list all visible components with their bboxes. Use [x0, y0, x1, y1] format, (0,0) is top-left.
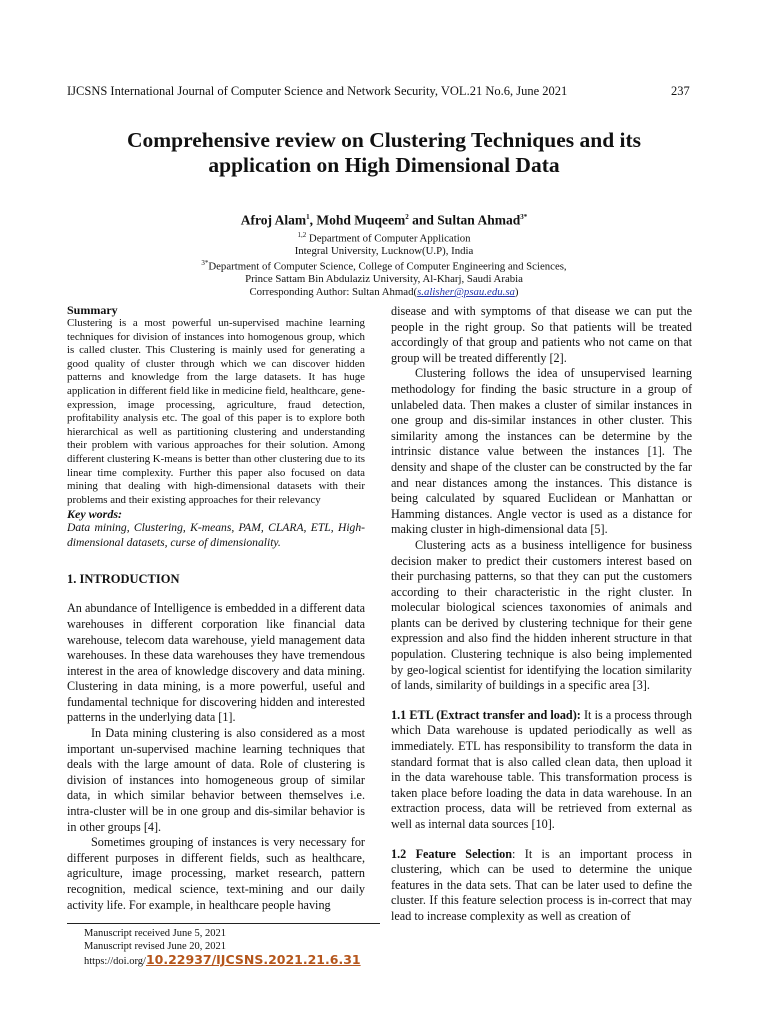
- author-3: and Sultan Ahmad: [408, 212, 521, 228]
- etl-text: It is a process through which Data warehouse is updated periodically as well as immediately. ETL has responsibility to transform the data in standard format that is also called clean data, then upload it in the data warehouse table. This transformation process is taken place before loading the data in data warehouse. In an extraction process, data will be retrieved from external as well as internal data sources [10].: [391, 707, 693, 831]
- affiliation-2b: Prince Sattam Bin Abdulaziz University, Al-Kharj, Saudi Arabia: [245, 273, 523, 286]
- left-column: [67, 303, 365, 968]
- intro-paragraph: Sometimes grouping of instances is very necessary for different purposes in different fields, such as healthcare, agriculture, image processing, market research, pattern recognition, medical science, text-mining and our daily activity life. For example, in healthcare people having: [67, 835, 365, 912]
- keywords-text: Data mining, Clustering, K-means, PAM, CLARA, ETL, High-dimensional datasets, curse of dimensionality.: [67, 521, 365, 549]
- affiliation-2: [60, 257, 708, 273]
- etl-heading: 1.1 ETL (Extract transfer and load):: [391, 707, 581, 722]
- doi-line: [84, 953, 365, 968]
- doi-link[interactable]: 10.22937/IJCSNS.2021.21.6.31: [145, 952, 361, 968]
- aff2-text: Department of Computer Science, College of Computer Engineering and Sciences,: [208, 260, 567, 273]
- author-1: Afroj Alam: [240, 212, 307, 228]
- author-1-sup: 1: [306, 213, 310, 221]
- doi-prefix: https://doi.org/: [84, 956, 146, 968]
- keywords-heading: Key words:: [67, 507, 122, 522]
- corresponding-author: [60, 286, 708, 299]
- title-line-2: application on High Dimensional Data: [208, 153, 560, 177]
- body-paragraph: Clustering follows the idea of unsupervised learning methodology for finding the basic structure in a group of unlabeled data. Then makes a cluster of similar instances in one group and dis-similar instances in other cluster. This similarity among the instances can be determine by the intrinsic distance value between the instances [1]. The density and shape of the cluster can be constructed by the far and near distances among the instances. This distance is being calculated by squared Euclidean or Manhattan or Hamming distances. Angle vector is used as a distance for making cluster in high-dimensional data [5].: [391, 366, 692, 537]
- aff2-sup: 3*: [201, 259, 209, 268]
- feature-selection-heading: 1.2 Feature Selection: [391, 846, 513, 861]
- received-date: Manuscript received June 5, 2021: [84, 928, 227, 940]
- aff1-text: Department of Computer Application: [306, 232, 471, 245]
- author-block: [60, 209, 708, 299]
- right-column: [391, 304, 692, 925]
- title-line-1: Comprehensive review on Clustering Techniques and its: [126, 128, 642, 152]
- revised-date: Manuscript revised June 20, 2021: [84, 941, 227, 953]
- author-2-sup: 2: [405, 213, 409, 221]
- intro-heading: 1. INTRODUCTION: [67, 572, 180, 587]
- author-names: [60, 209, 708, 229]
- intro-paragraph: In Data mining clustering is also considered as a most important un-supervised machine learning techniques that deals with the large amount of data. Role of clustering is division of instances into homogeneous group of similar data, in which similar behavior between themselves i.e. intra-cluster will be in one group and dis-similar behavior is in other groups [4].: [67, 726, 365, 834]
- aff1-sup: 1,2: [297, 230, 307, 239]
- affiliation-1b: Integral University, Lucknow(U.P), India: [294, 244, 474, 257]
- corr-label: Corresponding Author: Sultan Ahmad(: [249, 286, 418, 299]
- email-link[interactable]: s.alisher@psau.edu.sa: [417, 286, 515, 299]
- author-2: , Mohd Muqeem: [309, 212, 406, 228]
- summary-heading: Summary: [67, 303, 118, 317]
- body-paragraph: disease and with symptoms of that disease we can put the people in the right group. So that patients will be treated accordingly of that group and patients who not came on that group will be treated differently [2].: [391, 304, 692, 365]
- author-3-sup: 3*: [520, 213, 528, 221]
- intro-paragraph: An abundance of Intelligence is embedded in a different data warehouses in different corporation like financial data warehouse, telecom data warehouse, yield management data warehouses. In these data warehouses they have tremendous interest in the area of knowledge discovery and data mining. Clustering in data mining, is a more powerful, useful and fundamental technique for discovering hidden and interested patterns in the underlying data [1].: [67, 601, 365, 725]
- page-number: 237: [671, 84, 690, 98]
- etl-paragraph: [391, 708, 692, 833]
- summary-text: Clustering is a most powerful un-supervised machine learning techniques for division of instances into homogenous group, which is called cluster. This Clustering is mainly used for generating a good quality of cluster through which we can discover hidden patterns and knowledge from the large datasets. It has huge application in different field like in medicine field, healthcare, gene-expression, image processing, agriculture, fraud detection, profitability analysis etc. The goal of this paper is to explore both hierarchical as well as partitioning clustering and understanding their problem with various approaches for their solution. Among different clustering K-means is better than other clustering due to its linear time complexity. Further this paper also focused on data mining that dealing with high-dimensional datasets with their problems and their existing approaches for their relevancy: [67, 317, 365, 506]
- corr-end: ): [514, 286, 519, 299]
- running-header: IJCSNS International Journal of Computer Science and Network Security, VOL.21 No.6, June 2021: [67, 84, 568, 98]
- feature-selection-text: : It is an important process in clustering, which can be used to determine the unique features in the data sets. That can be later used to define the cluster. If this feature selection process is in-correct that may lead to increase complexity as well as creation of: [391, 846, 692, 923]
- footnote: [84, 924, 365, 968]
- feature-selection-paragraph: [391, 847, 692, 925]
- affiliation-1: [60, 229, 708, 245]
- paper-title: [60, 128, 708, 178]
- body-paragraph: Clustering acts as a business intelligence for business decision maker to predict their customers interest based on their purchasing patterns, so that they can put the customers according to their characteristic in the right cluster. In molecular biological sciences taxonomies of animals and plants can be derived by clustering technique for their gene expression and also find the hidden inherent structure in that population. Clustering technique is also being implemented by geo-logical scientist for identifying the location similarity of lands, similarity of buildings in a specific area [3].: [391, 537, 692, 693]
